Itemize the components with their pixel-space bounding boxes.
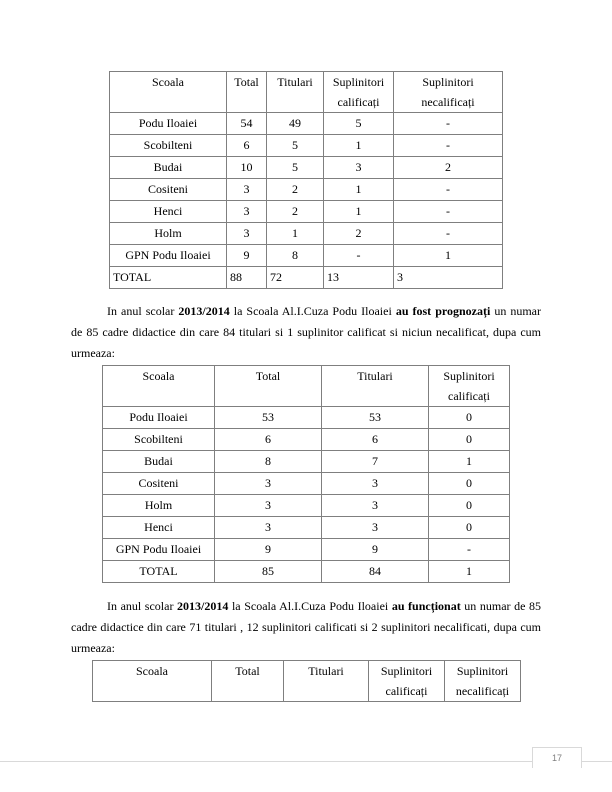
count-cell: 53: [215, 407, 322, 429]
school-name-cell: GPN Podu Iloaiei: [103, 539, 215, 561]
para-text: In anul scolar: [107, 599, 178, 613]
col-header: Total: [212, 661, 284, 702]
table-row: [110, 179, 503, 201]
col-header: Scoala: [103, 366, 215, 407]
count-cell: 10: [227, 157, 267, 179]
count-cell: -: [394, 135, 503, 157]
table-row: [103, 495, 510, 517]
school-name-cell: Scobilteni: [103, 429, 215, 451]
table-row: [110, 113, 503, 135]
school-name-cell: Podu Iloaiei: [110, 113, 227, 135]
school-name-cell: Holm: [110, 223, 227, 245]
para-text: la Scoala Al.I.Cuza Podu Iloaiei: [228, 599, 392, 613]
school-name-cell: Henci: [103, 517, 215, 539]
total-value: 88: [227, 267, 267, 289]
count-cell: 6: [322, 429, 429, 451]
count-cell: 1: [324, 179, 394, 201]
count-cell: 5: [267, 157, 324, 179]
count-cell: 54: [227, 113, 267, 135]
table-staff-actual: [92, 660, 521, 702]
count-cell: -: [394, 223, 503, 245]
total-value: 72: [267, 267, 324, 289]
count-cell: 1: [267, 223, 324, 245]
count-cell: 49: [267, 113, 324, 135]
school-name-cell: Budai: [110, 157, 227, 179]
count-cell: 3: [227, 201, 267, 223]
table-row: [110, 245, 503, 267]
school-name-cell: Scobilteni: [110, 135, 227, 157]
count-cell: 9: [227, 245, 267, 267]
table-header-row: [110, 72, 503, 113]
col-header: Suplinitori calificați: [369, 661, 445, 702]
col-header: Total: [227, 72, 267, 113]
footer-divider: [0, 761, 612, 762]
count-cell: 2: [394, 157, 503, 179]
col-header: Scoala: [110, 72, 227, 113]
count-cell: 3: [215, 495, 322, 517]
count-cell: 6: [215, 429, 322, 451]
col-header: Suplinitori necalificați: [394, 72, 503, 113]
count-cell: 7: [322, 451, 429, 473]
count-cell: 2: [267, 179, 324, 201]
table-row: [103, 451, 510, 473]
school-name-cell: Holm: [103, 495, 215, 517]
count-cell: 3: [215, 517, 322, 539]
school-name-cell: Budai: [103, 451, 215, 473]
table-row: [103, 473, 510, 495]
total-value: 85: [215, 561, 322, 583]
count-cell: 1: [324, 135, 394, 157]
col-header: Suplinitori necalificați: [445, 661, 521, 702]
school-name-cell: Cositeni: [103, 473, 215, 495]
count-cell: 3: [215, 473, 322, 495]
paragraph-prognoza: [71, 301, 541, 364]
total-label: TOTAL: [103, 561, 215, 583]
table-total-row: [103, 561, 510, 583]
count-cell: 3: [324, 157, 394, 179]
col-header: Titulari: [284, 661, 369, 702]
table-staff-previous: [109, 71, 503, 289]
col-header: Total: [215, 366, 322, 407]
count-cell: 1: [394, 245, 503, 267]
para-text: In anul scolar: [107, 304, 179, 318]
para-emphasis: au fost prognozați: [395, 304, 491, 318]
school-name-cell: Henci: [110, 201, 227, 223]
count-cell: 1: [324, 201, 394, 223]
count-cell: 0: [429, 429, 510, 451]
col-header: Scoala: [93, 661, 212, 702]
table-row: [110, 157, 503, 179]
col-header: Titulari: [322, 366, 429, 407]
para-text: la Scoala Al.I.Cuza Podu Iloaiei: [229, 304, 396, 318]
count-cell: 0: [429, 473, 510, 495]
table-header-row: [103, 366, 510, 407]
table-row: [103, 407, 510, 429]
total-label: TOTAL: [110, 267, 227, 289]
table-row: [103, 517, 510, 539]
count-cell: -: [394, 179, 503, 201]
table-header-row: [93, 661, 521, 702]
col-header: Titulari: [267, 72, 324, 113]
table-row: [110, 135, 503, 157]
paragraph-functionare: [71, 596, 541, 659]
total-value: 84: [322, 561, 429, 583]
count-cell: 3: [322, 473, 429, 495]
para-emphasis: au funcționat: [391, 599, 461, 613]
para-text: un numar de 85 cadre didactice din care 84 titulari si 1 suplinitor calificat si niciun necalificat, dupa cum urmeaza:: [71, 304, 542, 360]
count-cell: 5: [267, 135, 324, 157]
school-year: 2013/2014: [178, 304, 230, 318]
count-cell: 1: [429, 451, 510, 473]
count-cell: 53: [322, 407, 429, 429]
para-text: un numar de 85 cadre didactice din care 71 titulari , 12 suplinitori calificati si 2 suplinitori necalificati, dupa cum urmeaza:: [71, 599, 542, 655]
count-cell: 9: [215, 539, 322, 561]
count-cell: -: [394, 201, 503, 223]
table-row: [103, 539, 510, 561]
count-cell: 0: [429, 407, 510, 429]
table-row: [110, 201, 503, 223]
count-cell: 3: [227, 179, 267, 201]
count-cell: 2: [324, 223, 394, 245]
count-cell: 9: [322, 539, 429, 561]
school-name-cell: Cositeni: [110, 179, 227, 201]
table-staff-forecast: [102, 365, 510, 583]
count-cell: 5: [324, 113, 394, 135]
count-cell: 0: [429, 495, 510, 517]
count-cell: 8: [267, 245, 324, 267]
col-header: Suplinitori calificați: [429, 366, 510, 407]
col-header: Suplinitori calificați: [324, 72, 394, 113]
table-row: [110, 223, 503, 245]
school-name-cell: Podu Iloaiei: [103, 407, 215, 429]
table-total-row: [110, 267, 503, 289]
school-name-cell: GPN Podu Iloaiei: [110, 245, 227, 267]
total-value: 1: [429, 561, 510, 583]
count-cell: -: [324, 245, 394, 267]
total-value: 13: [324, 267, 394, 289]
count-cell: -: [394, 113, 503, 135]
count-cell: 8: [215, 451, 322, 473]
count-cell: 3: [322, 495, 429, 517]
total-value: 3: [394, 267, 503, 289]
count-cell: 6: [227, 135, 267, 157]
school-year: 2013/2014: [177, 599, 229, 613]
count-cell: -: [429, 539, 510, 561]
count-cell: 0: [429, 517, 510, 539]
page-number: 17: [532, 747, 582, 768]
table-row: [103, 429, 510, 451]
count-cell: 2: [267, 201, 324, 223]
count-cell: 3: [322, 517, 429, 539]
count-cell: 3: [227, 223, 267, 245]
